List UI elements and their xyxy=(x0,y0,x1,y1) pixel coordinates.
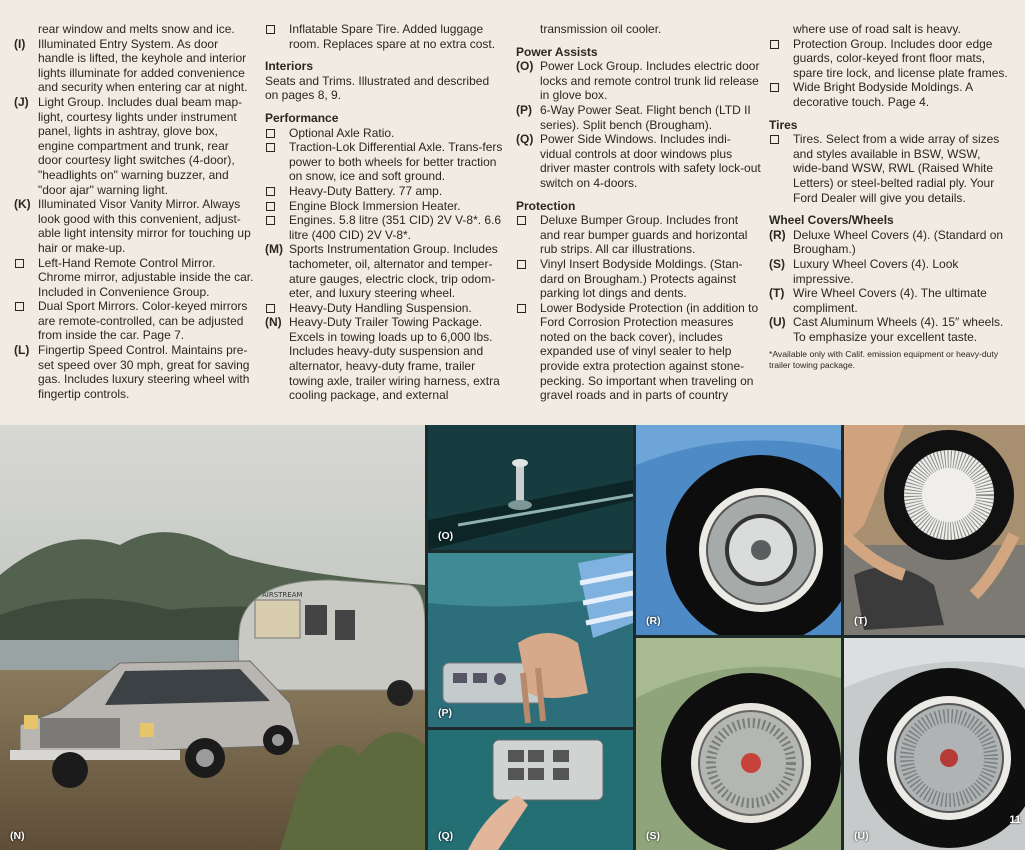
option-item xyxy=(14,37,254,95)
checkbox-icon xyxy=(266,187,275,196)
option-item xyxy=(265,126,505,141)
option-text: Illuminated Entry System. As door handle is lifted, the keyhole and interior lights illuminate for added convenience and security when entering car at night. xyxy=(38,36,248,95)
option-item xyxy=(769,315,1009,344)
option-text: Wire Wheel Covers (4). The ultimate compliment. xyxy=(793,286,987,315)
option-item xyxy=(516,132,761,190)
option-text: Fingertip Speed Control. Maintains pre-set speed over 30 mph, great for saving gas. Includes luxury steering wheel with fingertip controls. xyxy=(38,343,250,401)
option-item xyxy=(769,80,1009,109)
power-assists-heading: Power Assists xyxy=(516,44,598,59)
text-column-1 xyxy=(14,22,254,401)
option-item xyxy=(14,197,254,255)
checkbox-icon xyxy=(770,40,779,49)
option-item xyxy=(265,315,505,403)
protection-group-list xyxy=(769,37,1009,110)
continued-text: rear window and melts snow and ice. xyxy=(38,22,235,36)
photo-label-q: (Q) xyxy=(438,830,454,842)
tires-heading: Tires xyxy=(769,117,798,132)
luxury-wheel-illustration xyxy=(636,638,841,850)
option-item xyxy=(14,343,254,401)
checkbox-icon xyxy=(266,25,275,34)
option-text: Heavy-Duty Battery. 77 amp. xyxy=(289,183,443,198)
photo-label-t: (T) xyxy=(854,615,868,627)
option-text: Cast Aluminum Wheels (4). 15″ wheels. To emphasize your excellent taste. xyxy=(793,315,1004,344)
option-text: Engine Block Immersion Heater. xyxy=(289,198,461,213)
power-window-illustration xyxy=(428,730,633,850)
interiors-text: Seats and Trims. Illustrated and described on pages 8, 9. xyxy=(265,73,490,103)
performance-heading: Performance xyxy=(265,110,339,125)
option-marker: (T) xyxy=(769,286,785,301)
photo-power-windows xyxy=(428,730,633,850)
option-text: Deluxe Wheel Covers (4). (Standard on Brougham.) xyxy=(793,227,1004,257)
photo-power-lock xyxy=(428,425,633,550)
photo-label-r: (R) xyxy=(646,615,661,627)
option-marker: (S) xyxy=(769,256,785,271)
option-text: Power Lock Group. Includes electric door locks and remote control trunk lid release in glove box. xyxy=(540,59,760,103)
option-text: Power Side Windows. Includes indi-vidual controls at door windows plus driver master controls with safety lock-out switch on 4-doors. xyxy=(540,132,761,190)
checkbox-icon xyxy=(266,129,275,138)
photo-car-towing-trailer xyxy=(0,425,425,850)
option-item xyxy=(516,59,761,103)
car-trailer-illustration xyxy=(0,425,425,850)
interiors-heading: Interiors xyxy=(265,59,314,74)
checkbox-icon xyxy=(15,302,24,311)
wheels-list xyxy=(769,228,1009,345)
item-text: Inflatable Spare Tire. Added luggage room. Replaces spare at no extra cost. xyxy=(289,22,496,51)
option-text: Traction-Lok Differential Axle. Trans-fers power to both wheels for better traction on snow, ice and soft ground. xyxy=(289,140,503,184)
option-marker: (M) xyxy=(265,242,283,257)
continued-text: where use of road salt is heavy. xyxy=(793,22,961,36)
option-item xyxy=(769,286,1009,315)
power-assists-list xyxy=(516,59,761,190)
photo-label-n: (N) xyxy=(10,830,25,842)
continued-text: transmission oil cooler. xyxy=(540,22,662,36)
option-item xyxy=(265,301,505,316)
option-marker: (I) xyxy=(14,36,26,51)
cast-wheel-illustration xyxy=(844,638,1025,850)
option-item xyxy=(769,37,1009,81)
tires-list xyxy=(769,132,1009,205)
option-text: Deluxe Bumper Group. Includes front and rear bumper guards and horizontal rub strips. All car illustrations. xyxy=(540,213,748,257)
photo-wire-wheel-cover xyxy=(844,425,1025,635)
photo-label-p: (P) xyxy=(438,707,452,719)
option-text: 6-Way Power Seat. Flight bench (LTD II series). Split bench (Brougham). xyxy=(540,102,751,132)
photo-band xyxy=(0,425,1025,850)
option-item xyxy=(769,228,1009,257)
protection-heading: Protection xyxy=(516,198,576,213)
option-item xyxy=(14,299,254,343)
performance-list xyxy=(265,126,505,403)
checkbox-icon xyxy=(266,143,275,152)
text-column-4 xyxy=(769,22,1009,371)
checkbox-icon xyxy=(517,260,526,269)
checkbox-icon xyxy=(15,259,24,268)
option-text: Left-Hand Remote Control Mirror. Chrome mirror, adjustable inside the car. Included in Convenience Group. xyxy=(38,255,254,299)
option-item xyxy=(14,256,254,300)
option-marker: (P) xyxy=(516,102,532,117)
option-text: Sports Instrumentation Group. Includes tachometer, oil, alternator and temper-ature gauges, electric clock, trip odom-eter, and luxury steering wheel. xyxy=(289,242,498,301)
option-item xyxy=(265,140,505,184)
photo-cast-aluminum-wheel xyxy=(844,638,1025,850)
photo-label-s: (S) xyxy=(646,830,660,842)
option-marker: (O) xyxy=(516,59,534,74)
checkbox-icon xyxy=(517,304,526,313)
page-number: 11 xyxy=(1009,814,1021,826)
checkbox-icon xyxy=(770,83,779,92)
option-text: Optional Axle Ratio. xyxy=(289,125,395,140)
photo-luxury-wheel-cover xyxy=(636,638,841,850)
option-text: Wide Bright Bodyside Moldings. A decorative touch. Page 4. xyxy=(793,80,973,109)
checkbox-icon xyxy=(266,304,275,313)
deluxe-wheel-illustration xyxy=(636,425,841,635)
option-item xyxy=(516,301,761,403)
checkbox-icon xyxy=(517,216,526,225)
option-text: Tires. Select from a wide array of sizes and styles available in BSW, WSW, wide-band WSW, RWL (Raised White Letters) or steel-belted radial ply. Your Ford Dealer will give you details. xyxy=(793,132,1000,205)
option-item xyxy=(265,184,505,199)
option-text: Light Group. Includes dual beam map-light, courtesy lights under instrument panel, lights in ashtray, glove box, engine compartment and trunk, rear door courtesy light switches (4-door), "headlights on" warning buzzer, and "door ajar" warning light. xyxy=(38,94,243,197)
option-item xyxy=(14,95,254,197)
option-marker: (R) xyxy=(769,227,786,242)
option-marker: (K) xyxy=(14,197,31,212)
option-text: Heavy-Duty Trailer Towing Package. Excels in towing loads up to 6,000 lbs. Includes heavy-duty suspension and alternator, heavy-duty frame, trailer towing axle, trailer wiring harness, extra cooling package, and external xyxy=(289,315,500,403)
protection-list xyxy=(516,213,761,403)
trailer-brand: AIRSTREAM xyxy=(262,591,303,599)
photo-power-seat xyxy=(428,553,633,727)
option-marker: (J) xyxy=(14,94,29,109)
text-column-3 xyxy=(516,22,761,403)
option-marker: (Q) xyxy=(516,132,534,147)
checkbox-icon xyxy=(266,216,275,225)
option-item xyxy=(516,103,761,132)
option-item xyxy=(769,132,1009,205)
photo-label-u: (U) xyxy=(854,830,869,842)
option-text: Protection Group. Includes door edge guards, color-keyed front floor mats, spare tire lock, and license plate frames. xyxy=(793,36,1008,80)
option-item xyxy=(769,257,1009,286)
option-item xyxy=(265,242,505,300)
option-text: Illuminated Visor Vanity Mirror. Always look good with this convenient, adjust-able light intensity mirror for touching up hair or make-up. xyxy=(38,197,251,255)
option-marker: (N) xyxy=(265,315,282,330)
power-seat-illustration xyxy=(428,553,633,727)
door-lock-illustration xyxy=(428,425,633,550)
wheels-heading: Wheel Covers/Wheels xyxy=(769,213,894,228)
option-item xyxy=(265,199,505,214)
option-text: Engines. 5.8 litre (351 CID) 2V V-8*. 6.6 litre (400 CID) 2V V-8*. xyxy=(289,213,502,242)
option-text: Luxury Wheel Covers (4). Look impressive. xyxy=(793,256,959,286)
option-text: Lower Bodyside Protection (in addition to Ford Corrosion Protection measures noted on the back cover), includes expanded use of vinyl sealer to help provide extra protection against stone-pecking. So important when traveling on gravel roads and in parts of country xyxy=(540,300,759,403)
photo-deluxe-wheel-cover xyxy=(636,425,841,635)
wire-wheel-illustration xyxy=(844,425,1025,635)
option-item xyxy=(516,257,761,301)
checkbox-icon xyxy=(266,202,275,211)
text-column-2 xyxy=(265,22,505,403)
option-marker: (L) xyxy=(14,343,30,358)
spare-tire-item xyxy=(265,22,505,51)
option-text: Vinyl Insert Bodyside Moldings. (Stan-dard on Brougham.) Protects against parking lot dings and dents. xyxy=(540,256,743,301)
option-marker: (U) xyxy=(769,315,786,330)
option-text: Dual Sport Mirrors. Color-keyed mirrors are remote-controlled, can be adjusted from inside the car. Page 7. xyxy=(38,299,248,343)
photo-label-o: (O) xyxy=(438,530,454,542)
col1-list xyxy=(14,37,254,402)
checkbox-icon xyxy=(770,135,779,144)
option-item xyxy=(265,213,505,242)
option-text: Heavy-Duty Handling Suspension. xyxy=(289,300,472,315)
footnote: *Available only with Calif. emission equipment or heavy-duty trailer towing package. xyxy=(769,349,999,371)
option-item xyxy=(516,213,761,257)
